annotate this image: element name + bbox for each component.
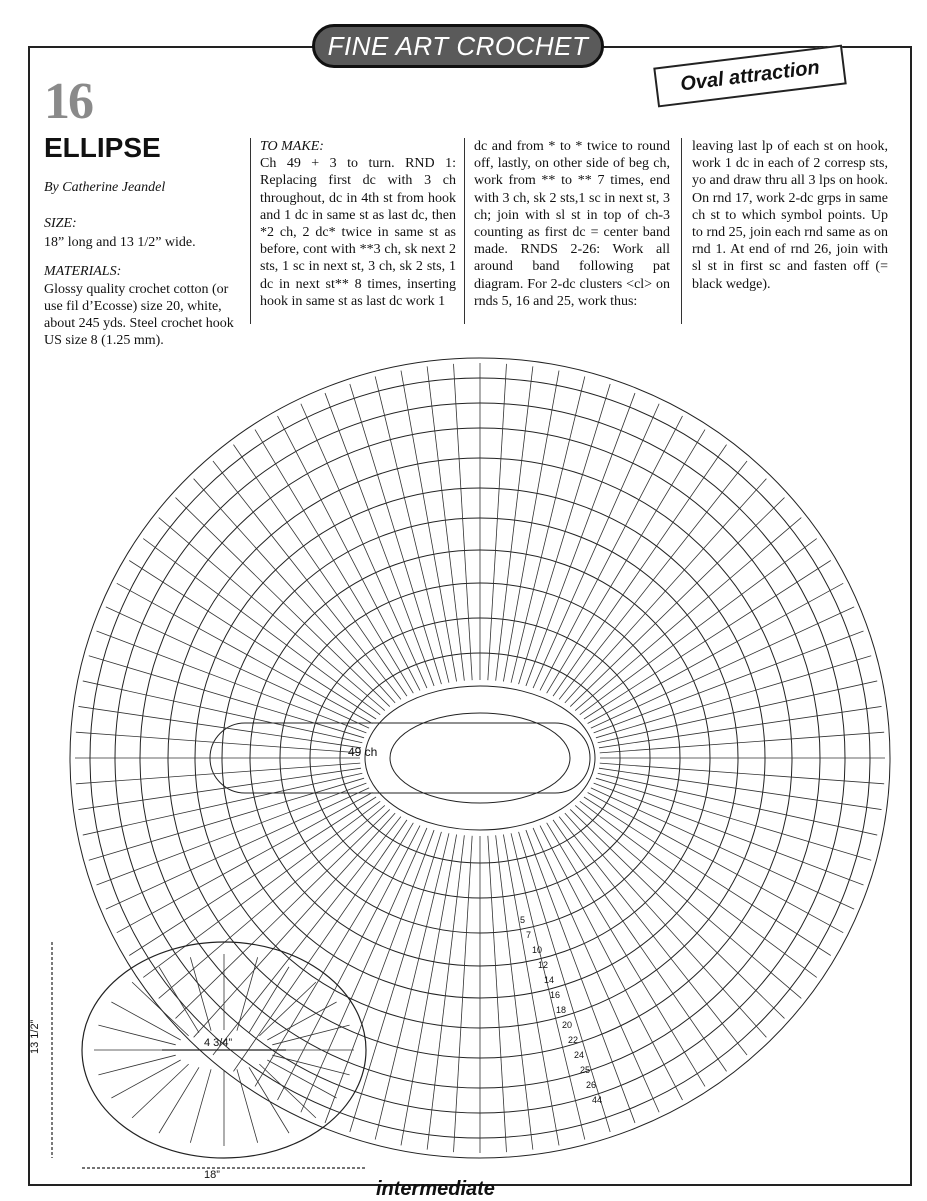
schematic-petal — [249, 967, 289, 1033]
stitch-line — [533, 404, 659, 688]
schematic-height: 13 1/2” — [29, 1019, 41, 1054]
schematic-petal — [190, 957, 211, 1030]
schematic-petal — [111, 1002, 180, 1040]
round-label: 18 — [556, 1005, 567, 1015]
series-title: FINE ART CROCHET — [327, 30, 589, 61]
difficulty-badge: intermediate — [376, 1178, 495, 1200]
stitch-line — [427, 366, 464, 680]
stitch-line — [375, 833, 449, 1139]
stitch-line — [565, 479, 767, 703]
stitch-line — [488, 836, 507, 1152]
schematic-petal — [190, 1069, 211, 1142]
stitch-line — [580, 801, 817, 977]
round-label: 22 — [568, 1035, 579, 1045]
schematic-petal — [159, 1067, 199, 1133]
schematic-petal — [237, 1069, 258, 1142]
size-schematic — [29, 932, 374, 1181]
round-label: 16 — [550, 990, 561, 1000]
stitch-line — [591, 788, 854, 909]
stitch-line — [401, 371, 457, 682]
stitch-line — [496, 835, 533, 1149]
stitch-line — [106, 607, 369, 728]
pattern-title: ELLIPSE — [44, 132, 161, 163]
instructions-text-2: dc and from * to * twice to round off, lastly, on other side of beg ch, work from ** to ** 7 times, end with 3 ch, sk 2 sts,1 sc in next st, 3 ch; join with sl st in top of ch-3 counting as first dc = center band made. RNDS 2-26: Work all around band following pat diagram. For 2-dc clusters <cl> on rnds 5, 16 and 25, work thus: — [474, 139, 670, 309]
stitch-line — [143, 539, 380, 715]
stitch-line — [129, 561, 376, 720]
stitch-line — [598, 773, 878, 835]
stitch-line — [83, 773, 363, 835]
stitch-line — [454, 364, 473, 680]
schematic-petal — [259, 982, 316, 1036]
materials-label: MATERIALS: — [44, 264, 122, 279]
round-label: 20 — [562, 1020, 573, 1030]
schematic-width: 18” — [204, 1169, 220, 1181]
stitch-line — [519, 832, 611, 1132]
stitch-line — [575, 518, 801, 711]
column-divider — [464, 138, 465, 324]
schematic-petal — [267, 1002, 336, 1040]
round-label: 5 — [520, 915, 526, 925]
stitch-line — [559, 461, 747, 699]
stitch-line — [600, 763, 884, 784]
stitch-line — [503, 371, 559, 682]
stitch-line — [547, 823, 705, 1087]
stitch-line — [596, 656, 871, 738]
schematic-petal — [272, 1055, 349, 1075]
stitch-line — [533, 828, 659, 1112]
stitch-line — [519, 384, 611, 684]
stitch-line — [584, 561, 831, 720]
pattern-number: 16 — [44, 73, 92, 130]
column-divider — [681, 138, 682, 324]
stitch-line — [427, 835, 464, 1149]
stitch-line — [511, 376, 585, 682]
stitch-line — [350, 384, 442, 684]
stitch-line — [570, 809, 784, 1018]
materials-text: Glossy quality crochet cotton (or use fil d’Ecosse) size 20, white, about 245 yds. Steel crochet hook US size 8 (1.25 mm). — [44, 282, 234, 348]
stitch-line — [496, 366, 533, 680]
stitch-line — [89, 778, 364, 860]
stitch-line — [565, 813, 767, 1037]
stitch-line — [488, 364, 507, 680]
round-label: 7 — [526, 930, 532, 940]
round-label: 14 — [544, 975, 555, 985]
round-label: 10 — [532, 945, 543, 955]
stitch-line — [575, 805, 801, 998]
stitch-line — [584, 797, 831, 956]
schematic-petal — [249, 1067, 289, 1133]
stitch-line — [454, 836, 473, 1152]
stitch-line — [559, 817, 747, 1055]
to-make-heading: TO MAKE: — [260, 139, 324, 154]
stitch-line — [580, 539, 817, 715]
instructions-text-3: leaving last lp of each st on hook, work 1 dc in each of 2 corresp sts, yo and draw thru all 3 lps on hook. On rnd 17, work 2-dc grps in same ch st to which symbol points. Up to rnd 25, join each rnd same as on rnd 1. At end of rnd 26, join with sl st in first sc and fasten off (= black wedge). — [692, 139, 888, 292]
size-text: 18” long and 13 1/2” wide. — [44, 235, 196, 250]
schematic-petal — [98, 1025, 175, 1045]
schematic-petal — [132, 982, 189, 1036]
stitch-line — [194, 479, 396, 703]
stitch-line — [375, 376, 449, 682]
column-divider — [250, 138, 251, 324]
round-label: 25 — [580, 1065, 591, 1075]
instructions-col-3 — [692, 138, 888, 293]
stitch-line — [547, 430, 705, 694]
schematic-petal — [259, 1064, 316, 1118]
schematic-petal — [237, 957, 258, 1030]
stitch-line — [159, 518, 385, 711]
byline: By Catherine Jeandel — [44, 180, 166, 195]
round-label: 24 — [574, 1050, 585, 1060]
instructions-text-1: Ch 49 + 3 to turn. RND 1: Replacing first dc with 3 ch throughout, dc in 4th st from hook and 1 dc in same st as last dc, then *2 ch, 2 dc* twice in same st as before, cont with **3 ch, sk next 2 sts, 1 sc in next st, 3 ch, sk 2 sts, 1 dc in next st** 8 times, inserting hook in same st as last dc work 1 — [260, 156, 456, 309]
instructions-col-1 — [260, 138, 456, 310]
round-label: 26 — [586, 1080, 597, 1090]
schematic-petal — [111, 1060, 180, 1098]
stitch-line — [301, 404, 427, 688]
round-label: 44 — [592, 1095, 603, 1105]
instructions-col-2 — [474, 138, 670, 310]
stitch-line — [401, 835, 457, 1146]
stitch-line — [591, 607, 854, 728]
stitch-line — [570, 498, 784, 707]
series-banner — [312, 24, 604, 68]
stitch-line — [213, 461, 401, 699]
round-label: 12 — [538, 960, 549, 970]
schematic-center: 4 3/4” — [204, 1037, 233, 1049]
schematic-petal — [272, 1025, 349, 1045]
stitch-line — [106, 788, 369, 909]
stitch-line — [89, 656, 364, 738]
stitch-line — [83, 681, 363, 743]
subtitle-text: Oval attraction — [679, 56, 821, 95]
stitch-line — [511, 833, 585, 1139]
schematic-petal — [132, 1064, 189, 1118]
center-chain-label: 49 ch — [348, 745, 378, 759]
size-label: SIZE: — [44, 216, 77, 231]
schematic-petal — [159, 967, 199, 1033]
schematic-petal — [267, 1060, 336, 1098]
stitch-line — [598, 681, 878, 743]
stitch-line — [596, 778, 871, 860]
stitch-line — [255, 430, 413, 694]
stitch-line — [176, 498, 390, 707]
schematic-petal — [98, 1055, 175, 1075]
stitch-line — [600, 732, 884, 753]
